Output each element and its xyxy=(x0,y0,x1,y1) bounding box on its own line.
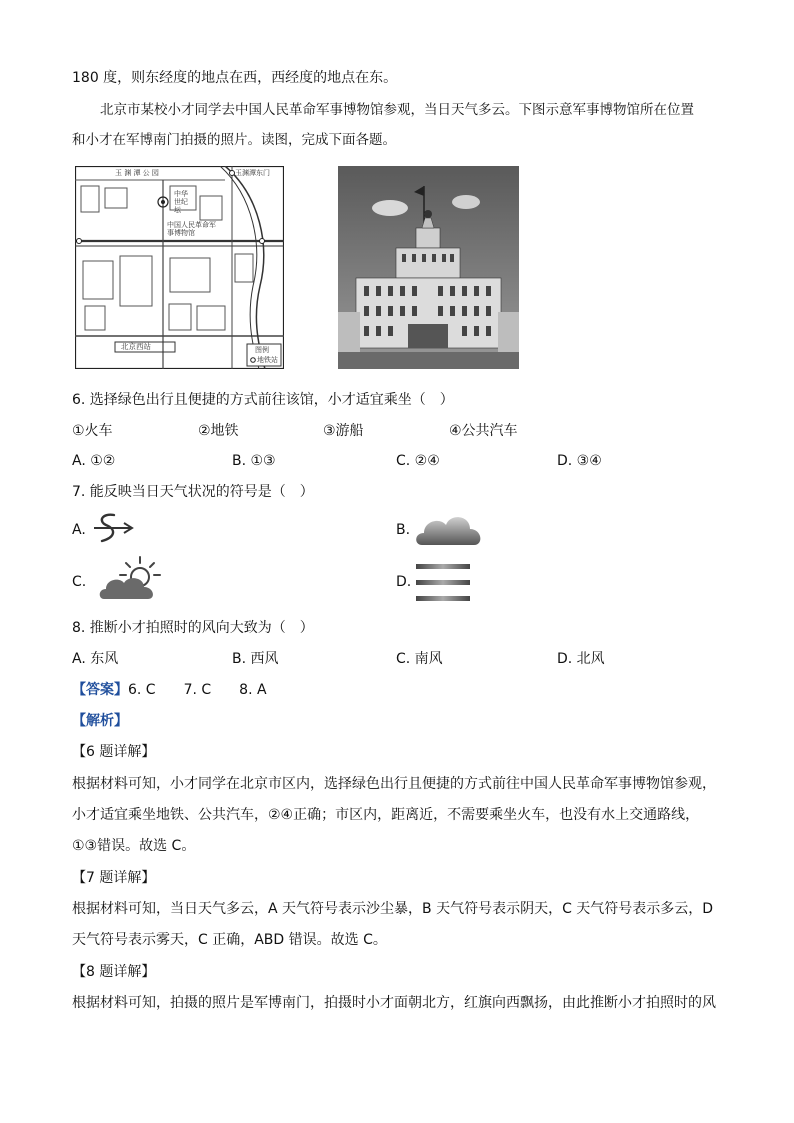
q6-option-a[interactable]: A. ①② xyxy=(72,453,116,469)
material-line-1: 北京市某校小才同学去中国人民革命军事博物馆参观，当日天气多云。下图示意军事博物馆所在位置 xyxy=(100,102,694,118)
detail-8-title: 【8 题详解】 xyxy=(72,964,156,980)
q6-item-3: ③游船 xyxy=(323,423,364,439)
q8-option-d[interactable]: D. 北风 xyxy=(557,651,605,667)
analysis-tag: 【解析】 xyxy=(72,713,128,729)
q6-item-1: ①火车 xyxy=(72,423,113,439)
q6-option-b[interactable]: B. ①③ xyxy=(232,453,276,469)
q6-item-2: ②地铁 xyxy=(198,423,239,439)
photo-graphic xyxy=(338,166,519,369)
material-line-2: 和小才在军博南门拍摄的照片。读图，完成下面各题。 xyxy=(72,132,396,148)
map-museum-label: 中国人民革命军事博物馆 xyxy=(167,221,216,237)
map-station-label: 玉渊潭东门 xyxy=(235,169,270,177)
map-legend-title: 图例 xyxy=(255,346,269,354)
detail-8-line-1: 根据材料可知，拍摄的照片是军博南门，拍摄时小才面朝北方，红旗向西飘扬，由此推断小才拍照时的风 xyxy=(72,995,716,1011)
detail-6-line-2: 小才适宜乘坐地铁、公共汽车，②④正确；市区内，距离近，不需要乘坐火车，也没有水上交通路线， xyxy=(72,807,700,823)
detail-6-title: 【6 题详解】 xyxy=(72,744,156,760)
q8-option-c[interactable]: C. 南风 xyxy=(396,651,443,667)
q7-option-a[interactable]: A. xyxy=(72,522,86,538)
answer-line xyxy=(72,680,267,700)
fog-icon xyxy=(416,560,472,604)
q7-stem: 7. 能反映当日天气状况的符号是（ ） xyxy=(72,484,314,500)
q6-stem: 6. 选择绿色出行且便捷的方式前往该馆，小才适宜乘坐（ ） xyxy=(72,392,454,408)
q6-option-c[interactable]: C. ②④ xyxy=(396,453,440,469)
q6-item-4: ④公共汽车 xyxy=(449,423,518,439)
overcast-cloud-icon xyxy=(414,507,484,549)
map-park-label: 玉 渊 潭 公 园 xyxy=(115,169,159,177)
map-tv-label: 中华世纪坛 xyxy=(174,190,188,214)
answer-values: 6. C 7. C 8. A xyxy=(128,682,267,698)
sandstorm-icon xyxy=(92,511,136,547)
detail-7-line-1: 根据材料可知，当日天气多云，A 天气符号表示沙尘暴，B 天气符号表示阴天，C 天气符号表示多云，D xyxy=(72,901,714,917)
museum-photo xyxy=(338,166,519,369)
map-legend-item: 地铁站 xyxy=(257,356,278,364)
location-map xyxy=(75,166,284,369)
q6-option-d[interactable]: D. ③④ xyxy=(557,453,602,469)
map-west-station-label: 北京西站 xyxy=(121,342,151,351)
detail-6-line-1: 根据材料可知，小才同学在北京市区内，选择绿色出行且便捷的方式前往中国人民革命军事博物馆参观， xyxy=(72,776,716,792)
q8-stem: 8. 推断小才拍照时的风向大致为（ ） xyxy=(72,620,314,636)
detail-7-line-2: 天气符号表示雾天，C 正确，ABD 错误。故选 C。 xyxy=(72,932,387,948)
detail-6-line-3: ①③错误。故选 C。 xyxy=(72,838,196,854)
q7-option-b[interactable]: B. xyxy=(396,522,411,538)
intro-line: 180 度，则东经度的地点在西，西经度的地点在东。 xyxy=(72,70,398,86)
q8-option-a[interactable]: A. 东风 xyxy=(72,651,119,667)
answer-tag: 【答案】 xyxy=(72,682,128,698)
partly-cloudy-icon xyxy=(98,555,164,603)
q7-option-d[interactable]: D. xyxy=(396,574,412,590)
q7-option-c[interactable]: C. xyxy=(72,574,87,590)
detail-7-title: 【7 题详解】 xyxy=(72,870,156,886)
q8-option-b[interactable]: B. 西风 xyxy=(232,651,279,667)
